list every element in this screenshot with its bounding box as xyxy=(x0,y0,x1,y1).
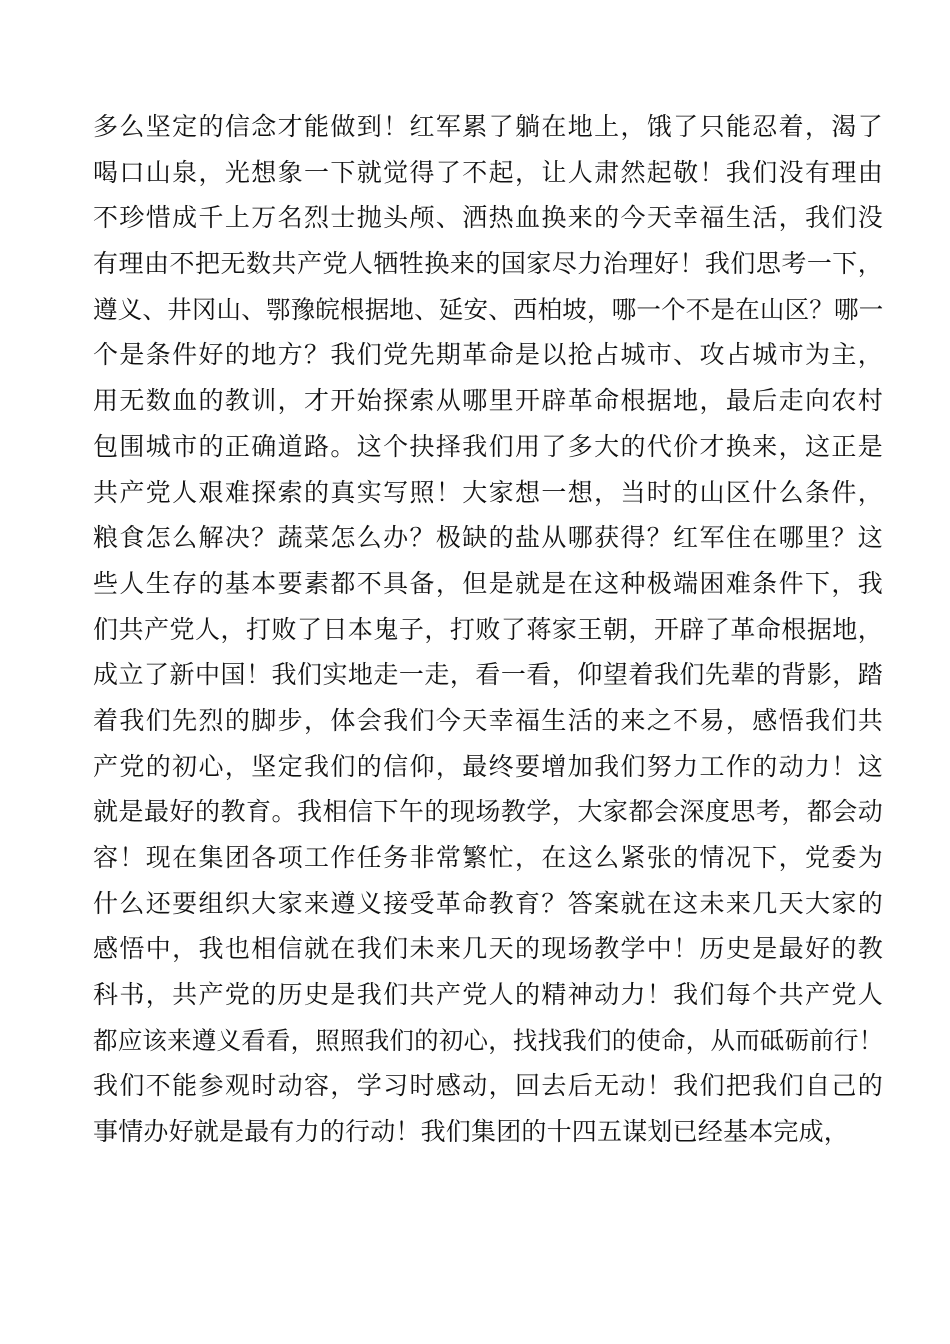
text-line: 遵义、井冈山、鄂豫皖根据地、延安、西柏坡，哪一个不是在山区？哪一 xyxy=(93,294,884,324)
text-line: 不珍惜成千上万名烈士抛头颅、洒热血换来的今天幸福生活，我们没 xyxy=(93,203,883,233)
text-line: 有理由不把无数共产党人牺牲换来的国家尽力治理好！我们思考一下， xyxy=(93,249,883,279)
text-line: 成立了新中国！我们实地走一走，看一看，仰望着我们先辈的背影，踏 xyxy=(93,660,883,690)
text-line: 喝口山泉，光想象一下就觉得了不起，让人肃然起敬！我们没有理由 xyxy=(93,157,883,187)
text-line: 包围城市的正确道路。这个抉择我们用了多大的代价才换来，这正是 xyxy=(93,431,883,461)
text-line: 们共产党人，打败了日本鬼子，打败了蒋家王朝，开辟了革命根据地， xyxy=(93,614,883,644)
text-line: 科书，共产党的历史是我们共产党人的精神动力！我们每个共产党人 xyxy=(93,980,883,1010)
text-line: 些人生存的基本要素都不具备，但是就是在这种极端困难条件下，我 xyxy=(93,568,883,598)
text-line: 就是最好的教育。我相信下午的现场教学，大家都会深度思考，都会动 xyxy=(93,797,883,827)
text-line: 着我们先烈的脚步，体会我们今天幸福生活的来之不易，感悟我们共 xyxy=(93,705,883,735)
body-text xyxy=(93,104,883,1155)
text-line: 用无数血的教训，才开始探索从哪里开辟革命根据地，最后走向农村 xyxy=(93,386,883,416)
text-line: 什么还要组织大家来遵义接受革命教育？答案就在这未来几天大家的 xyxy=(93,888,883,918)
text-line: 我们不能参观时动容，学习时感动，回去后无动！我们把我们自己的 xyxy=(93,1071,883,1101)
text-line: 事情办好就是最有力的行动！我们集团的十四五谋划已经基本完成， xyxy=(93,1117,850,1147)
text-line: 个是条件好的地方？我们党先期革命是以抢占城市、攻占城市为主， xyxy=(93,340,883,370)
text-line: 共产党人艰难探索的真实写照！大家想一想，当时的山区什么条件， xyxy=(93,477,883,507)
text-line: 都应该来遵义看看，照照我们的初心，找找我们的使命，从而砥砺前行！ xyxy=(93,1025,884,1055)
text-line: 容！现在集团各项工作任务非常繁忙，在这么紧张的情况下，党委为 xyxy=(93,843,883,872)
text-line: 产党的初心，坚定我们的信仰，最终要增加我们努力工作的动力！这 xyxy=(93,751,883,781)
text-line: 感悟中，我也相信就在我们未来几天的现场教学中！历史是最好的教 xyxy=(93,934,883,964)
text-line: 粮食怎么解决？蔬菜怎么办？极缺的盐从哪获得？红军住在哪里？这 xyxy=(93,523,883,553)
text-line: 多么坚定的信念才能做到！红军累了躺在地上，饿了只能忍着，渴了 xyxy=(93,112,883,141)
